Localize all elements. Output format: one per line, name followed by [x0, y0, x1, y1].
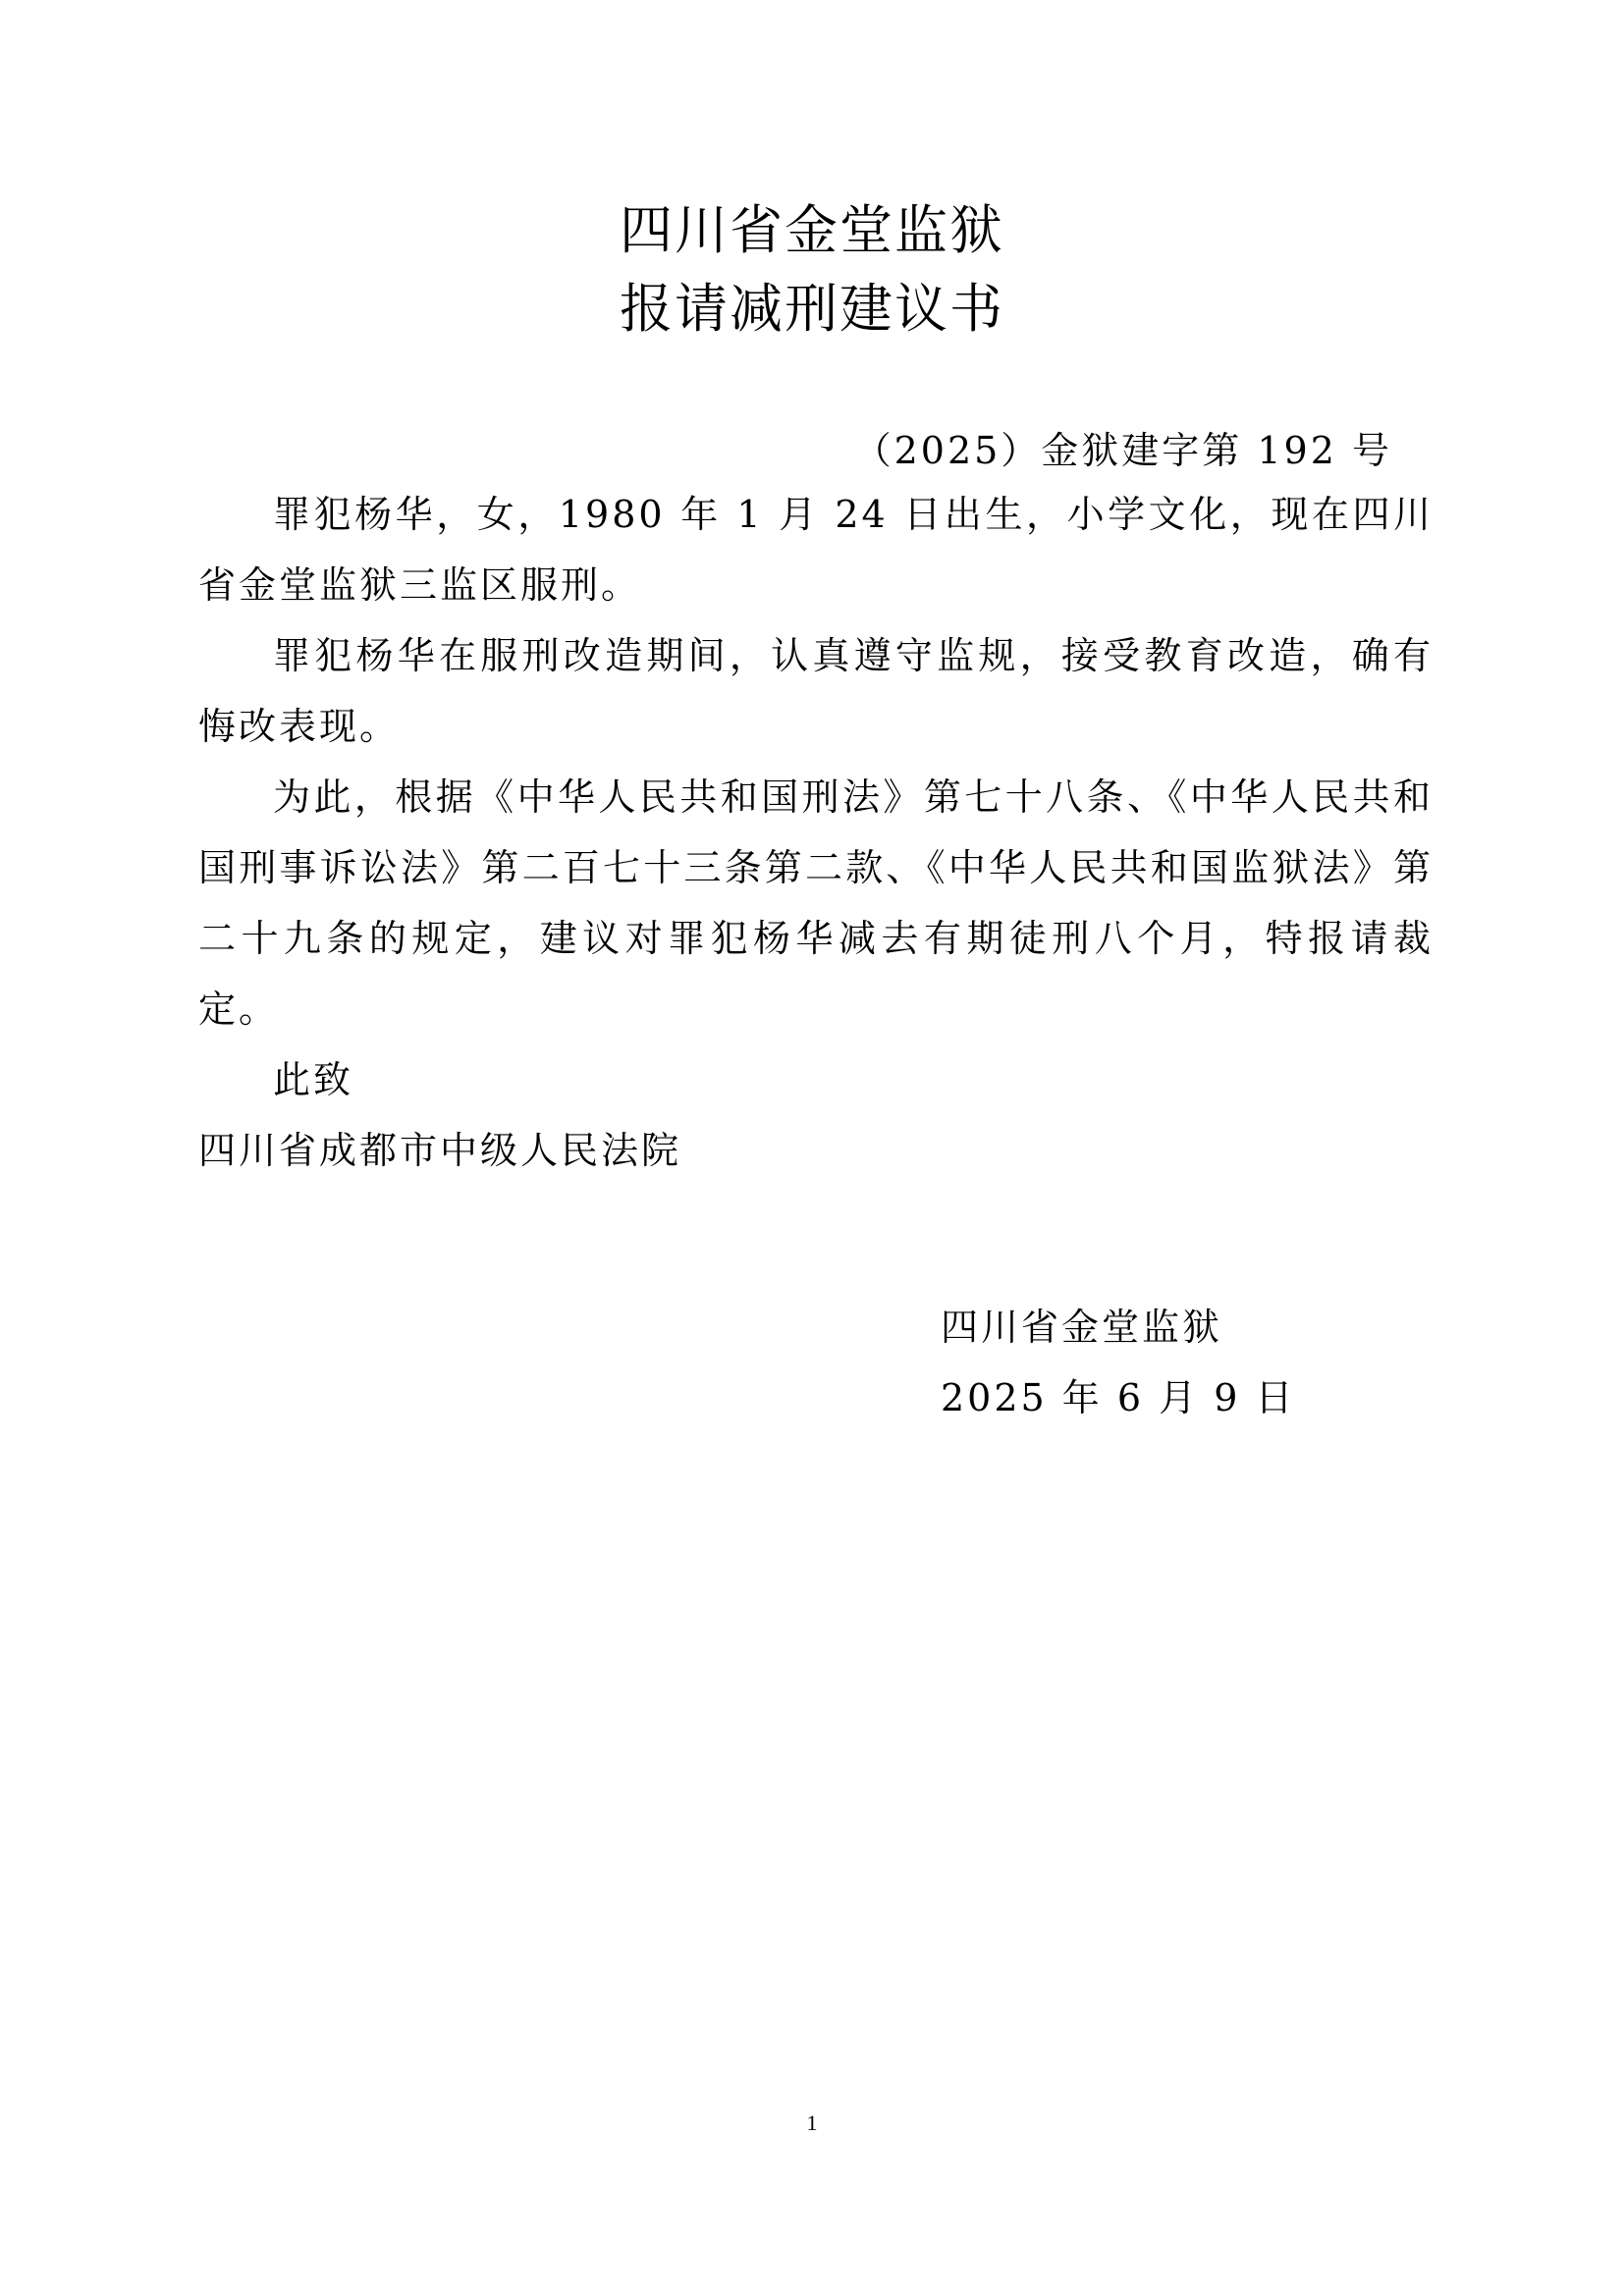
- recipient: 四川省成都市中级人民法院: [198, 1129, 682, 1172]
- page-number: 1: [806, 2110, 818, 2135]
- signature-org: 四川省金堂监狱: [941, 1306, 1223, 1349]
- paragraph-conduct: 罪犯杨华在服刑改造期间，认真遵守监规，接受教育改造，确有悔改表现。: [198, 634, 1434, 748]
- document-title-line1: 四川省金堂监狱: [620, 199, 1004, 261]
- paragraph-legal-basis: 为此，根据《中华人民共和国刑法》第七十八条、《中华人民共和国刑事诉讼法》第二百七十三条第二款、《中华人民共和国监狱法》第二十九条的规定，建议对罪犯杨华减去有期徒刑八个月，特报请裁定。: [198, 775, 1434, 1031]
- document-title-line2: 报请减刑建议书: [620, 278, 1004, 340]
- paragraph-criminal-info: 罪犯杨华，女，1980 年 1 月 24 日出生，小学文化，现在四川省金堂监狱三监区服刑。: [198, 493, 1434, 607]
- paragraph-salutation: 此致: [273, 1058, 354, 1101]
- document-body: [198, 479, 1434, 1186]
- signature-date: 2025 年 6 月 9 日: [941, 1376, 1296, 1419]
- signature-block: [941, 1292, 1295, 1433]
- document-number: （2025）金狱建字第 192 号: [853, 429, 1392, 472]
